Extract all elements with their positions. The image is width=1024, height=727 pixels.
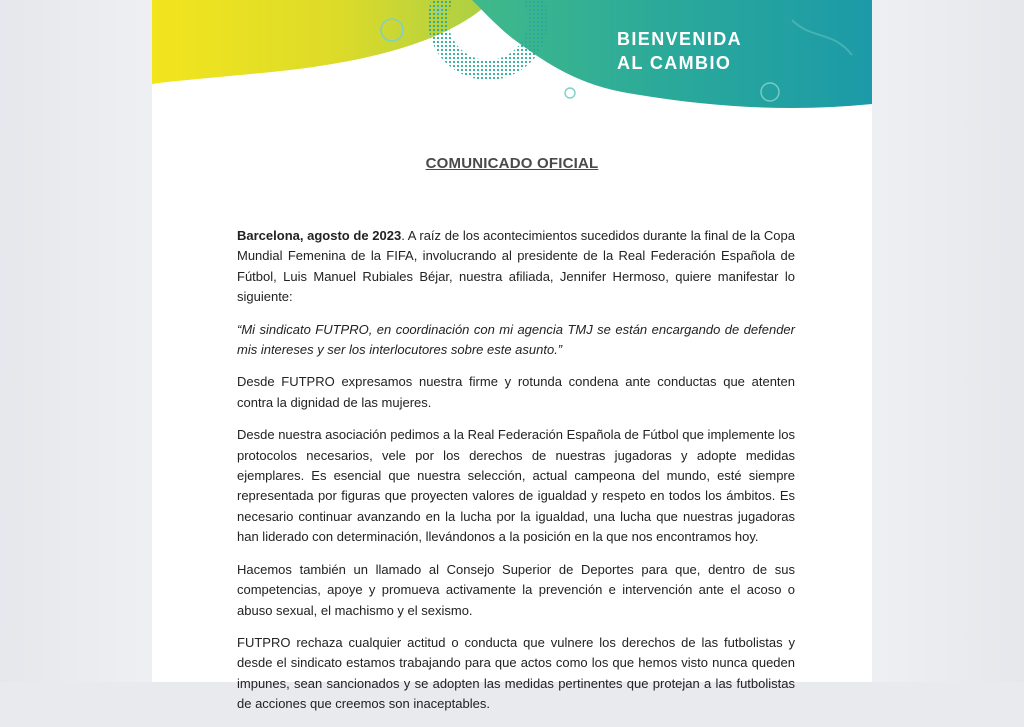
document-page [152,0,872,712]
document-body [237,226,795,727]
paragraph-rejection: FUTPRO rechaza cualquier actitud o conducta que vulnere los derechos de las futbolistas y desde el sindicato estamos trabajando para que actos como los que hemos visto nunca queden impunes, sean sancionados y se adopten las medidas pertinentes que protejan a las futbolistas de acciones que creemos son inaceptables. [237,634,795,712]
outline-circle-small [565,88,575,98]
banner-slogan-line2: AL CAMBIO [617,53,732,73]
paragraph-federation: Desde nuestra asociación pedimos a la Real Federación Española de Fútbol que implemente los protocolos necesarios, vele por los derechos de nuestras jugadoras y adopte medidas ejemplares. Es esencial que nuestra selección, actual campeona del mundo, esté siempre representada por figuras que proyecten valores de igualdad y respeto en todos los ámbitos. Es necesario continuar avanzando en la lucha por la igualdad, una lucha que nuestras jugadoras han liderado con determinación, llevándonos a la posición en la que nos encontramos hoy. [237,427,795,545]
header-banner [152,0,872,112]
banner-slogan [617,27,742,75]
paragraph-intro-text: . A raíz de los acontecimientos sucedidos durante la final de la Copa Mundial Femenina de la FIFA, involucrando al presidente de la Real Federación Española de Fútbol, Luis Manuel Rubiales Béjar, nuestra afiliada, Jennifer Hermoso, quiere manifestar lo siguiente: [237,228,795,305]
quote-paragraph: “Mi sindicato FUTPRO, en coordinación con mi agencia TMJ se están encargando de defender mis intereses y ser los interlocutores sobre este asunto.” [237,321,795,358]
dotted-ring [422,0,562,90]
banner-slogan-line1: BIENVENIDA [617,29,743,49]
dateline: Barcelona, agosto de 2023 [237,228,402,243]
paragraph-csd: Hacemos también un llamado al Consejo Superior de Deportes para que, dentro de sus competencias, apoye y promueva activamente la prevención e intervención ante el acoso o abuso sexual, el machismo y el sexismo. [237,561,795,618]
paragraph-condemnation: Desde FUTPRO expresamos nuestra firme y rotunda condena ante conductas que atenten contra la dignidad de las mujeres. [237,374,795,410]
paragraph-intro [237,226,795,308]
document-title: COMUNICADO OFICIAL [425,155,599,172]
